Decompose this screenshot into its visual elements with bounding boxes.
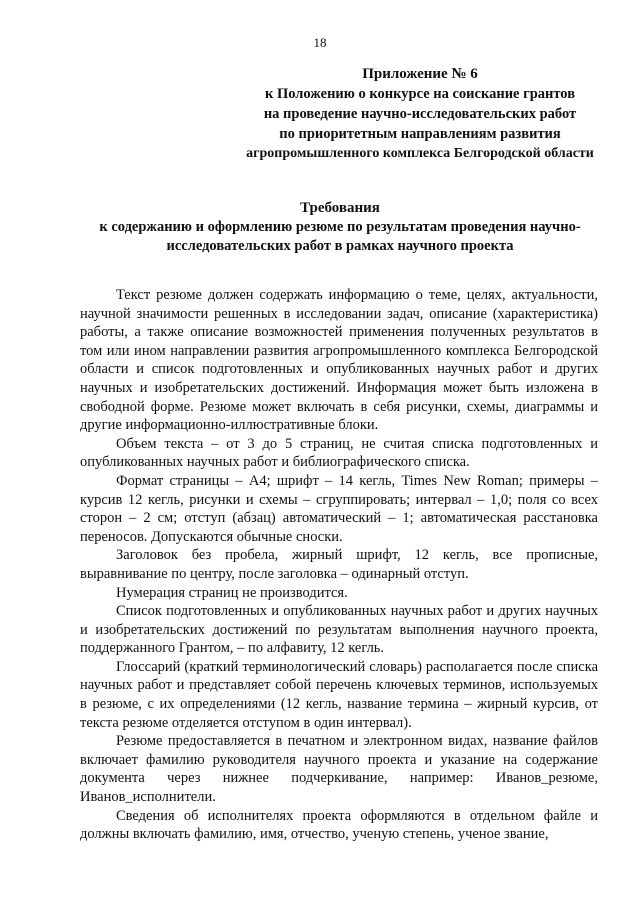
appendix-header: [160, 64, 640, 164]
appendix-line: по приоритетным направлениям развития: [279, 126, 561, 142]
appendix-title: Приложение № 6: [362, 66, 478, 82]
appendix-line: на проведение научно-исследовательских работ: [263, 106, 577, 122]
document-heading: [60, 199, 620, 256]
paragraph: Список подготовленных и опубликованных научных работ и других научных и изобретательских достижений по результатам выполнения научного проекта, поддержанного Грантом, – по алфавиту, 12 кегль.: [80, 603, 598, 657]
paragraph: Текст резюме должен содержать информацию о теме, целях, актуальности, научной значимости решенных в исследовании задач, описание (характеристика) работы, а также описание возможностей применения полученных результатов в том или ином направлении развития агропромышленного комплекса Белгородской области и список подготовленных и опубликованных научных работ и других научных и изобретательских достижений. Информация может быть изложена в свободной форме. Резюме может включать в себя рисунки, схемы, диаграммы и другие информационно-иллюстративные блоки.: [80, 287, 598, 434]
appendix-line: к Положению о конкурсе на соискание грантов: [264, 86, 576, 102]
paragraph: Объем текста – от 3 до 5 страниц, не считая списка подготовленных и опубликованных научных работ и библиографического списка.: [80, 435, 598, 471]
paragraph: Формат страницы – А4; шрифт – 14 кегль, Times New Roman; примеры – курсив 12 кегль, рисунки и схемы – сгруппировать; интервал – 1,0; поля со всех сторон – 2 см; отступ (абзац) автоматический – 1; автоматическая расстановка переносов. Допускаются обычные сноски.: [80, 472, 598, 545]
heading-line: исследовательских работ в рамках научного проекта: [166, 238, 514, 254]
paragraph: Заголовок без пробела, жирный шрифт, 12 кегль, все прописные, выравнивание по центру, после заголовка – одинарный отступ.: [80, 547, 598, 582]
page-number: 18: [313, 35, 327, 50]
paragraph: Нумерация страниц не производится.: [116, 584, 348, 601]
paragraph: Сведения об исполнителях проекта оформляются в отдельном файле и должны включать фамилию, имя, отчество, ученую степень, ученое звание,: [80, 807, 598, 843]
heading-title: Требования: [300, 200, 380, 216]
appendix-line: агропромышленного комплекса Белгородской области: [246, 146, 594, 161]
document-body: [80, 286, 598, 844]
paragraph: Глоссарий (краткий терминологический словарь) располагается после списка научных работ и представляет собой перечень ключевых терминов, используемых в резюме, с их определениями (12 кегль, название термина – жирный курсив, от текста резюме отделяется отступом в один интервал).: [80, 658, 598, 731]
paragraph: Резюме предоставляется в печатном и электронном видах, название файлов включает фамилию руководителя научного проекта и указание на содержание документа через нижнее подчеркивание, например: Иванов_резюме, Иванов_исполнители.: [80, 733, 598, 806]
heading-line: к содержанию и оформлению резюме по результатам проведения научно-: [99, 219, 581, 235]
